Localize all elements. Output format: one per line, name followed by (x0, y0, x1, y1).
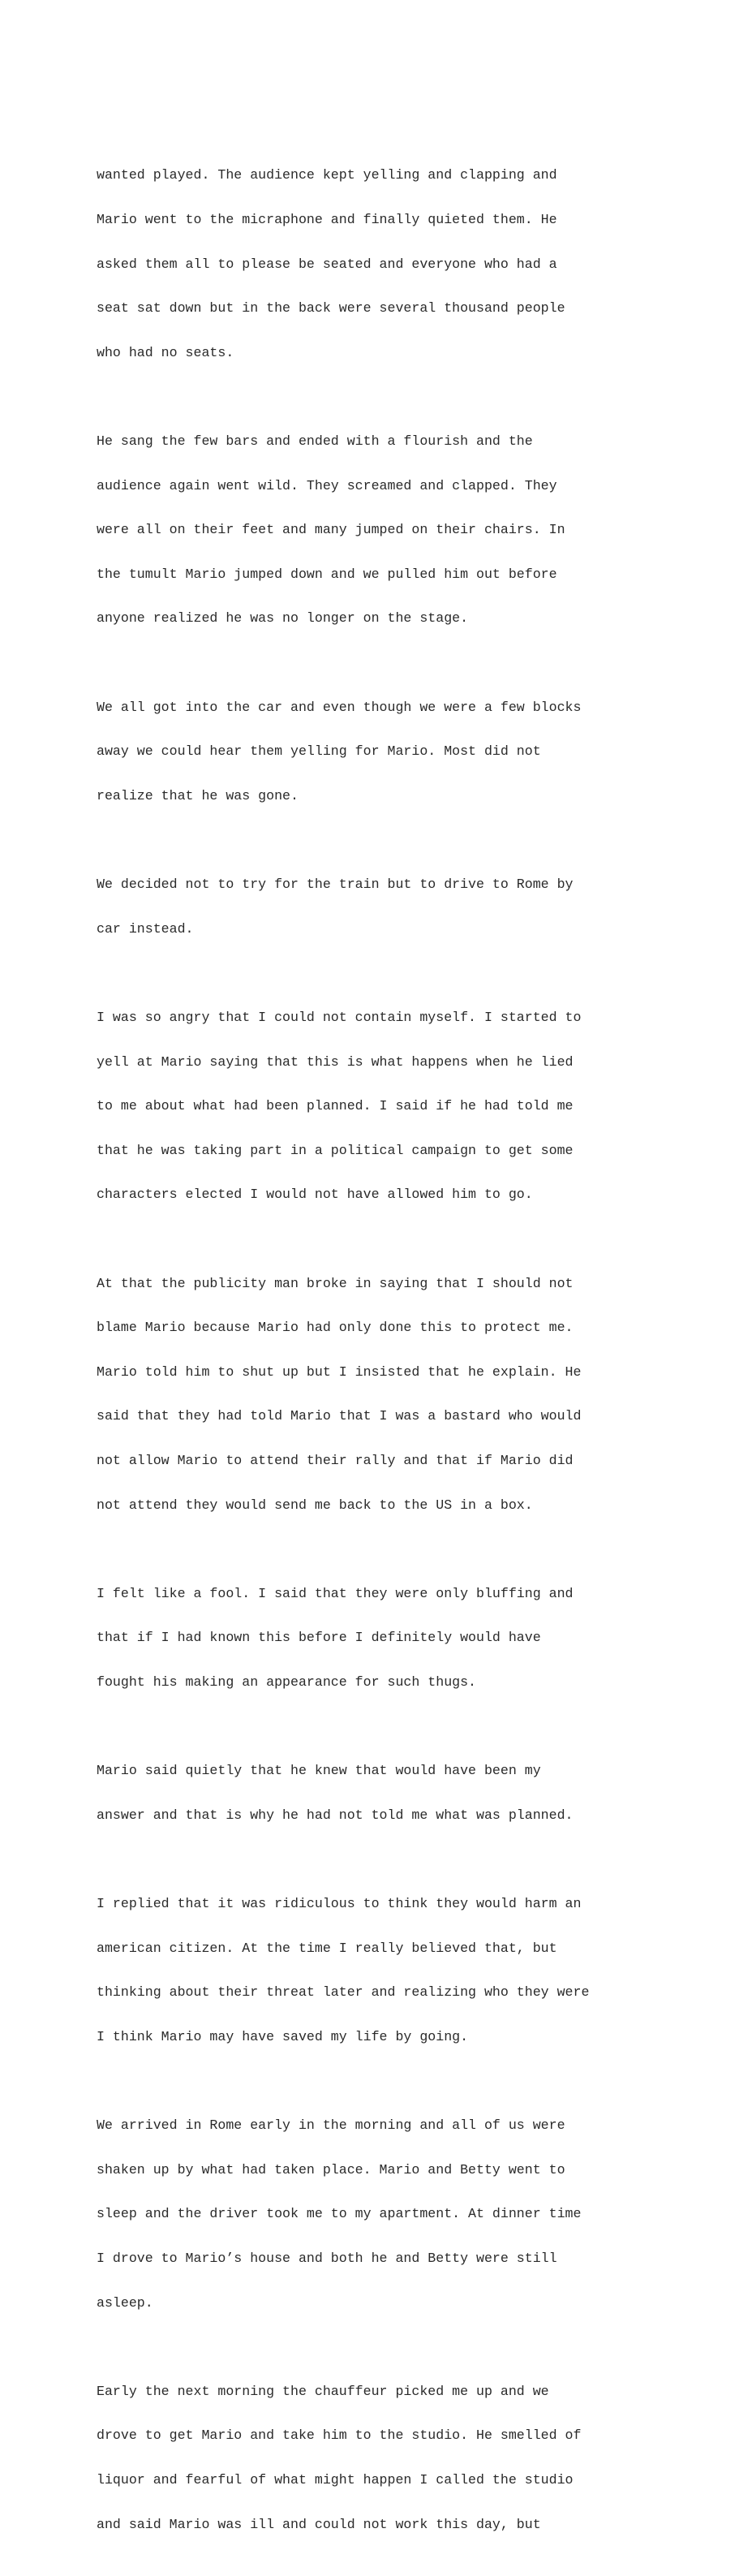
text-line: not attend they would send me back to the US in a box. (97, 1497, 533, 1513)
text-line: wanted played. The audience kept yelling and clapping and (97, 167, 557, 183)
paragraph-6 (97, 1247, 656, 1542)
text-line: car instead. (97, 920, 194, 937)
text-line: drove to get Mario and take him to the studio. He smelled of (97, 2427, 582, 2444)
text-line: I felt like a fool. I said that they were only bluffing and (97, 1585, 574, 1601)
text-line: I was so angry that I could not contain myself. I started to (97, 1009, 582, 1025)
text-line: characters elected I would not have allowed him to go. (97, 1187, 533, 1203)
paragraph-3 (97, 670, 656, 833)
text-line: anyone realized he was no longer on the stage. (97, 610, 469, 627)
text-line: I think Mario may have saved my life by going. (97, 2028, 469, 2044)
text-line: At that the publicity man broke in saying that I should not (97, 1275, 574, 1291)
paragraph-10 (97, 2089, 656, 2340)
paragraph-11 (97, 2354, 656, 2561)
text-line: He sang the few bars and ended with a flourish and the (97, 433, 533, 450)
text-line: We arrived in Rome early in the morning and all of us were (97, 2117, 565, 2134)
text-line: who had no seats. (97, 344, 234, 360)
text-line: said that they had told Mario that I was a bastard who would (97, 1408, 582, 1424)
text-line: Mario went to the micraphone and finally quieted them. He (97, 212, 557, 228)
text-line: blame Mario because Mario had only done this to protect me. (97, 1320, 574, 1336)
text-line: and said Mario was ill and could not work this day, but (97, 2516, 541, 2532)
text-line: american citizen. At the time I really believed that, but (97, 1940, 557, 1956)
text-line: audience again went wild. They screamed and clapped. They (97, 477, 557, 493)
text-line: Early the next morning the chauffeur picked me up and we (97, 2383, 549, 2399)
text-line: I replied that it was ridiculous to think they would harm an (97, 1896, 582, 1912)
text-line: realize that he was gone. (97, 787, 299, 803)
text-line: thinking about their threat later and realizing who they were (97, 1984, 590, 2001)
text-line: asked them all to please be seated and everyone who had a (97, 256, 557, 272)
text-line: the tumult Mario jumped down and we pulled him out before (97, 566, 557, 582)
paragraph-7 (97, 1557, 656, 1719)
text-line: that he was taking part in a political campaign to get some (97, 1142, 574, 1158)
text-line: shaken up by what had taken place. Mario and Betty went to (97, 2161, 565, 2178)
paragraph-2 (97, 405, 656, 656)
text-line: Mario said quietly that he knew that would have been my (97, 1763, 541, 1779)
paragraph-5 (97, 981, 656, 1232)
text-line: sleep and the driver took me to my apartment. At dinner time (97, 2206, 582, 2222)
text-line: not allow Mario to attend their rally and that if Mario did (97, 1453, 574, 1468)
text-line: I drove to Mario’s house and both he and Betty were still (97, 2250, 557, 2266)
text-line: yell at Mario saying that this is what happens when he lied (97, 1053, 574, 1070)
text-line: that if I had known this before I definitely would have (97, 1630, 541, 1646)
paragraph-4 (97, 848, 656, 967)
paragraph-8 (97, 1734, 656, 1853)
text-line: asleep. (97, 2294, 153, 2311)
text-line: We decided not to try for the train but to drive to Rome by (97, 877, 574, 893)
text-line: to me about what had been planned. I said if he had told me (97, 1098, 574, 1114)
text-line: fought his making an appearance for such thugs. (97, 1674, 477, 1691)
body-text (97, 139, 656, 2576)
text-line: away we could hear them yelling for Mario. Most did not (97, 743, 541, 760)
text-line: liquor and fearful of what might happen I called the studio (97, 2471, 574, 2488)
text-line: were all on their feet and many jumped on their chairs. In (97, 522, 565, 538)
text-line: answer and that is why he had not told me what was planned. (97, 1807, 574, 1823)
paragraph-9 (97, 1867, 656, 2074)
text-line: seat sat down but in the back were several thousand people (97, 300, 565, 317)
text-line: Mario told him to shut up but I insisted that he explain. He (97, 1363, 582, 1380)
text-line: We all got into the car and even though we were a few blocks (97, 699, 582, 715)
paragraph-1 (97, 139, 656, 390)
